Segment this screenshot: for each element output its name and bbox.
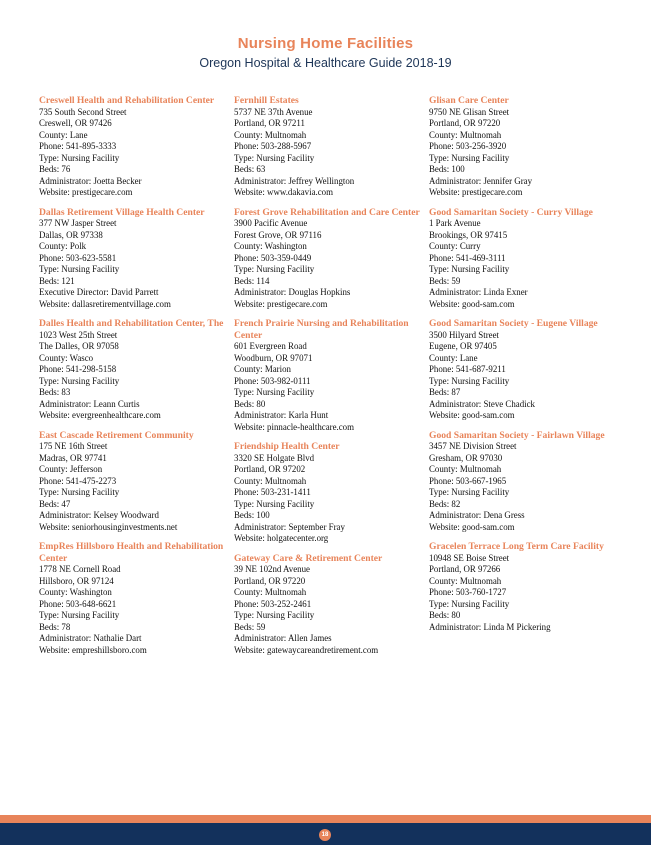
facility-phone: Phone: 541-475-2273 bbox=[39, 475, 117, 486]
facility-detail: Administrator: Jennifer Gray bbox=[429, 175, 533, 186]
facility-detail: Portland, OR 97220 bbox=[429, 118, 501, 128]
facility-name: Friendship Health Center bbox=[234, 441, 340, 452]
facility-detail: Administrator: Kelsey Woodward bbox=[39, 510, 159, 520]
facility-detail: County: Jefferson bbox=[39, 464, 103, 474]
facility-phone: Phone: 503-288-5967 bbox=[234, 141, 312, 151]
facility-detail: Administrator: Linda Exner bbox=[429, 287, 528, 297]
facility-detail: Administrator: Joetta Becker bbox=[39, 175, 142, 186]
facility-detail: Type: Nursing Facility bbox=[429, 375, 510, 386]
facility-phone: Phone: 503-667-1965 bbox=[429, 475, 507, 486]
facility-phone: Phone: 503-252-2461 bbox=[234, 598, 312, 609]
facility-detail: Hillsboro, OR 97124 bbox=[39, 575, 114, 586]
facility-detail: Type: Nursing Facility bbox=[39, 264, 120, 274]
facility-detail: Beds: 83 bbox=[39, 387, 71, 397]
facility-detail: Type: Nursing Facility bbox=[234, 264, 315, 274]
facility-detail: 377 NW Jasper Street bbox=[39, 218, 117, 228]
facility-detail: Portland, OR 97266 bbox=[429, 564, 501, 574]
facility-detail: Administrator: Allen James bbox=[234, 633, 332, 643]
facility-detail: Type: Nursing Facility bbox=[234, 387, 315, 397]
facility-detail: County: Polk bbox=[39, 241, 87, 251]
facility-detail: Gresham, OR 97030 bbox=[429, 452, 503, 463]
facility-website: Website: evergreenhealthcare.com bbox=[39, 410, 161, 420]
facility-website: Website: www.dakavia.com bbox=[234, 187, 334, 197]
facility-detail: 5737 NE 37th Avenue bbox=[234, 106, 313, 117]
facility-detail: Portland, OR 97202 bbox=[234, 464, 306, 474]
facility-website: Website: seniorhousinginvestments.net bbox=[39, 521, 178, 532]
facility-entry bbox=[429, 207, 619, 311]
facility-detail: Administrator: Jeffrey Wellington bbox=[234, 175, 355, 186]
facility-detail: Dallas, OR 97338 bbox=[39, 229, 103, 240]
facility-detail: Beds: 47 bbox=[39, 498, 71, 509]
facility-entry bbox=[429, 318, 619, 422]
facility-entry bbox=[234, 441, 424, 545]
facility-website: Website: gatewaycareandretirement.com bbox=[234, 644, 379, 655]
facility-phone: Phone: 541-298-5158 bbox=[39, 364, 117, 374]
facility-detail: 175 NE 16th Street bbox=[39, 441, 108, 451]
facility-name: Gracelen Terrace Long Term Care Facility bbox=[429, 541, 604, 552]
facility-detail: Woodburn, OR 97071 bbox=[234, 352, 313, 363]
facility-phone: Phone: 503-760-1727 bbox=[429, 587, 507, 597]
facility-entry bbox=[234, 95, 424, 199]
facility-detail: Beds: 80 bbox=[429, 610, 461, 620]
facility-phone: Phone: 541-687-9211 bbox=[429, 364, 506, 374]
facility-detail: County: Multnomah bbox=[234, 475, 307, 486]
facility-entry bbox=[429, 430, 619, 534]
footer-accent-bar bbox=[0, 815, 651, 823]
page-subtitle: Oregon Hospital & Healthcare Guide 2018-19 bbox=[199, 56, 452, 70]
facility-detail: Eugene, OR 97405 bbox=[429, 341, 497, 351]
facility-phone: Phone: 503-623-5581 bbox=[39, 252, 117, 263]
facility-detail: Type: Nursing Facility bbox=[429, 152, 510, 163]
facility-detail: Beds: 87 bbox=[429, 387, 461, 397]
facility-detail: County: Marion bbox=[234, 364, 291, 374]
facility-detail: County: Lane bbox=[39, 129, 88, 140]
facility-detail: Forest Grove, OR 97116 bbox=[234, 229, 322, 240]
page-number: 18 bbox=[319, 829, 331, 841]
facility-detail: Brookings, OR 97415 bbox=[429, 229, 508, 240]
facility-detail: 9750 NE Glisan Street bbox=[429, 106, 510, 117]
facility-entry bbox=[39, 95, 229, 199]
facility-detail: Type: Nursing Facility bbox=[39, 152, 120, 163]
facility-detail: Administrator: Nathalie Dart bbox=[39, 633, 142, 643]
facility-website: Website: empreshillsboro.com bbox=[39, 644, 147, 655]
facility-name: Dalles Health and Rehabilitation Center, The bbox=[39, 318, 224, 329]
facility-entry bbox=[39, 430, 229, 534]
facility-entry bbox=[429, 541, 619, 633]
facility-detail: County: Multnomah bbox=[234, 129, 307, 140]
facility-name: East Cascade Retirement Community bbox=[39, 429, 194, 441]
facility-name: Creswell Health and Rehabilitation Center bbox=[39, 95, 215, 106]
facility-website: Website: prestigecare.com bbox=[234, 298, 328, 309]
facility-detail: Type: Nursing Facility bbox=[429, 598, 510, 609]
facility-detail: County: Washington bbox=[234, 241, 307, 251]
facility-name: Glisan Care Center bbox=[429, 95, 509, 106]
facility-website: Website: good-sam.com bbox=[429, 410, 515, 420]
facility-detail: 3457 NE Division Street bbox=[429, 441, 517, 451]
facility-entry bbox=[234, 207, 424, 311]
page-title: Nursing Home Facilities bbox=[237, 35, 414, 52]
facility-detail: Type: Nursing Facility bbox=[234, 152, 315, 163]
facility-detail: Beds: 121 bbox=[39, 275, 75, 286]
facility-entry bbox=[39, 207, 229, 311]
facility-detail: 735 South Second Street bbox=[39, 106, 127, 117]
facility-website: Website: holgatecenter.org bbox=[234, 533, 329, 543]
facility-detail: Type: Nursing Facility bbox=[39, 610, 120, 620]
facility-detail: 39 NE 102nd Avenue bbox=[234, 564, 310, 574]
facility-detail: 1023 West 25th Street bbox=[39, 329, 118, 340]
facility-detail: Type: Nursing Facility bbox=[429, 487, 510, 497]
facility-website: Website: pinnacle-healthcare.com bbox=[234, 421, 355, 432]
facility-website: Website: prestigecare.com bbox=[39, 187, 133, 197]
facility-detail: Creswell, OR 97426 bbox=[39, 118, 112, 128]
facility-detail: Beds: 63 bbox=[234, 164, 266, 174]
facility-phone: Phone: 503-982-0111 bbox=[234, 375, 311, 386]
facility-detail: Administrator: Dena Gress bbox=[429, 510, 525, 520]
facility-phone: Phone: 503-231-1411 bbox=[234, 487, 311, 497]
facility-detail: Type: Nursing Facility bbox=[429, 264, 510, 274]
facility-website: Website: dallasretirementvillage.com bbox=[39, 298, 171, 309]
facility-name: Good Samaritan Society - Eugene Village bbox=[429, 318, 598, 329]
facility-detail: 3320 SE Holgate Blvd bbox=[234, 452, 315, 463]
facility-entry bbox=[234, 318, 424, 433]
facility-name: Dallas Retirement Village Health Center bbox=[39, 206, 205, 218]
facility-detail: County: Multnomah bbox=[234, 587, 307, 597]
facility-detail: Beds: 100 bbox=[429, 164, 465, 174]
facility-detail: Administrator: Douglas Hopkins bbox=[234, 287, 351, 297]
facility-detail: Type: Nursing Facility bbox=[234, 610, 315, 620]
facility-column bbox=[429, 95, 619, 641]
facility-phone: Phone: 541-469-3111 bbox=[429, 252, 506, 263]
facility-phone: Phone: 541-895-3333 bbox=[39, 141, 117, 151]
facility-detail: Beds: 76 bbox=[39, 164, 71, 174]
facility-name: Fernhill Estates bbox=[234, 95, 299, 106]
facility-detail: County: Multnomah bbox=[429, 464, 502, 474]
facility-detail: 1 Park Avenue bbox=[429, 218, 481, 228]
facility-name: French Prairie Nursing and Rehabilitation Center bbox=[234, 318, 409, 341]
facility-detail: Administrator: Karla Hunt bbox=[234, 410, 329, 420]
facility-name: Gateway Care & Retirement Center bbox=[234, 552, 383, 564]
facility-website: Website: good-sam.com bbox=[429, 298, 515, 309]
facility-detail: 10948 SE Boise Street bbox=[429, 552, 510, 563]
facility-detail: Executive Director: David Parrett bbox=[39, 287, 159, 297]
facility-detail: Administrator: Leann Curtis bbox=[39, 398, 140, 409]
facility-phone: Phone: 503-256-3920 bbox=[429, 141, 507, 151]
facility-detail: Portland, OR 97220 bbox=[234, 575, 306, 586]
facility-website: Website: good-sam.com bbox=[429, 521, 515, 532]
facility-detail: 3900 Pacific Avenue bbox=[234, 218, 308, 228]
facility-detail: County: Curry bbox=[429, 241, 481, 251]
facility-detail: 601 Evergreen Road bbox=[234, 341, 307, 351]
facility-phone: Phone: 503-648-6621 bbox=[39, 598, 117, 609]
facility-detail: Beds: 100 bbox=[234, 510, 270, 520]
facility-phone: Phone: 503-359-0449 bbox=[234, 252, 312, 263]
facility-detail: 3500 Hilyard Street bbox=[429, 329, 499, 340]
facility-detail: Madras, OR 97741 bbox=[39, 452, 107, 463]
facility-column bbox=[234, 95, 424, 664]
facility-detail: Beds: 59 bbox=[234, 621, 266, 632]
facility-detail: County: Lane bbox=[429, 352, 478, 363]
facility-detail: County: Washington bbox=[39, 587, 112, 597]
facility-detail: Beds: 80 bbox=[234, 398, 266, 409]
facility-detail: Beds: 59 bbox=[429, 275, 461, 286]
facility-name: Good Samaritan Society - Fairlawn Village bbox=[429, 429, 605, 441]
facility-detail: Beds: 82 bbox=[429, 498, 461, 509]
facility-entry bbox=[39, 541, 229, 656]
facility-detail: County: Multnomah bbox=[429, 129, 502, 140]
facility-detail: Administrator: Steve Chadick bbox=[429, 398, 535, 409]
facility-detail: Portland, OR 97211 bbox=[234, 118, 305, 128]
facility-detail: County: Multnomah bbox=[429, 575, 502, 586]
facility-detail: The Dalles, OR 97058 bbox=[39, 341, 119, 351]
facility-detail: Beds: 78 bbox=[39, 621, 71, 632]
facility-name: EmpRes Hillsboro Health and Rehabilitation Center bbox=[39, 541, 224, 564]
facility-entry bbox=[234, 553, 424, 657]
facility-detail: Type: Nursing Facility bbox=[39, 487, 120, 497]
facility-detail: 1778 NE Cornell Road bbox=[39, 564, 121, 574]
facility-entry bbox=[429, 95, 619, 199]
facility-detail: Beds: 114 bbox=[234, 275, 270, 286]
facility-detail: Administrator: Linda M Pickering bbox=[429, 621, 551, 632]
facility-column bbox=[39, 95, 229, 664]
facility-detail: Administrator: September Fray bbox=[234, 521, 345, 532]
facility-detail: County: Wasco bbox=[39, 352, 94, 363]
facility-website: Website: prestigecare.com bbox=[429, 187, 523, 197]
facility-detail: Type: Nursing Facility bbox=[39, 375, 120, 386]
facility-name: Forest Grove Rehabilitation and Care Center bbox=[234, 206, 420, 218]
facility-name: Good Samaritan Society - Curry Village bbox=[429, 206, 593, 218]
facility-detail: Type: Nursing Facility bbox=[234, 498, 315, 509]
page-header bbox=[0, 0, 651, 71]
facility-entry bbox=[39, 318, 229, 422]
